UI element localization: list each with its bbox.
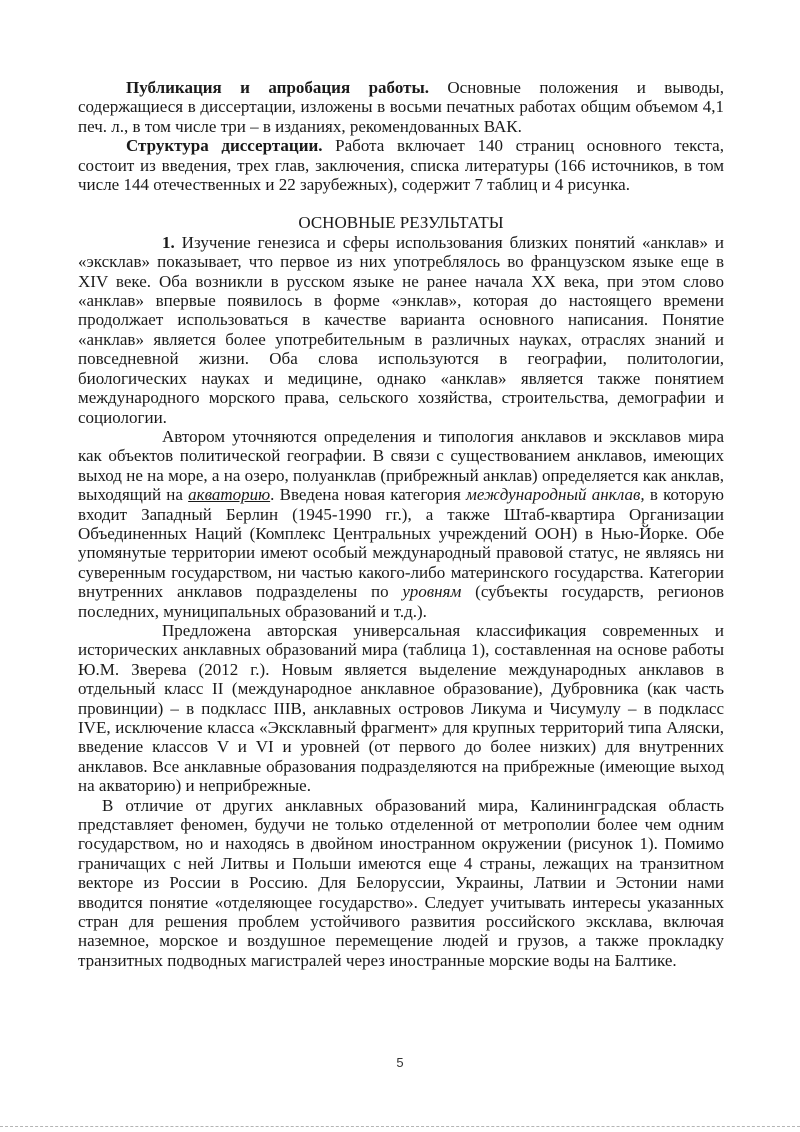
paragraph-publication-text: Основные положения и выводы, содержащиеся в диссертации, изложены в восьми печатных работах общим объемом 4,1 печ. л., в том числе три – в изданиях, рекомендованных ВАК. [78,78,724,136]
paragraph-result-1-text: Изучение генезиса и сферы использования близких понятий «анклав» и «эксклав» показывает, что первое из них употреблялось во французском языке еще в XIV веке. Оба возникли в русском языке не ранее начала XX века, при этом слово «анклав» впервые появилось в форме «энклав», которая до настоящего времени продолжает использоваться в качестве варианта основного написания. Понятие «анклав» является более употребительным в различных науках, отраслях знаний и повседневной жизни. Оба слова используются в географии, политологии, биологических науках и медицине, однако «анклав» является также понятием международного морского права, сельского хозяйства, строительства, демографии и социологии. [78,232,724,427]
term-akvatoriya-text: акваторию [188,485,271,505]
term-international-enclave: международный анклав, [466,485,645,505]
definitions-part-3: в которую входит Западный Берлин (1945-1990 гг.), а также Штаб-квартира Организации Объединенных Наций (Комплекс Центральных учреждений ООН) в Нью-Йорке. Обе упомянутые территории имеют особый международный правовой статус, не являясь ни суверенным государством, ни частью какого-либо материнского государства. Категории внутренних анклавов подразделены по [78,485,724,602]
definitions-part-2: . Введена новая категория [270,485,467,505]
paragraph-result-1 [78,233,724,427]
paragraph-structure [78,136,724,194]
definitions-part-4: (субъекты государств, регионов последних, муниципальных образований и т.д.). [78,582,724,621]
paragraph-structure-lead: Структура диссертации. [126,136,323,156]
definitions-part-1: Автором уточняются определения и типология анклавов и эксклавов мира как объектов политической географии. В связи с существованием анклавов, имеющих выход не на море, а на озеро, полуанклав (прибрежный анклав) определяется как анклав, выходящий на [78,426,724,505]
paragraph-definitions [78,427,724,621]
paragraph-publication [78,78,724,136]
term-levels: уровням [402,582,462,602]
page-number: 5 [396,1055,404,1070]
page-content [78,78,724,970]
paragraph-classification: Предложена авторская универсальная классификация современных и исторических анклавных образований мира (таблица 1), составленная на основе работы Ю.М. Зверева (2012 г.). Новым является выделение международных анклавов в отдельный класс II (международное анклавное образование), Дубровника (как часть провинции) – в подкласс IIIB, анклавных островов Ликума и Чисумулу – в подкласс IVE, исключение класса «Эксклавный фрагмент» для крупных территорий типа Аляски, введение классов V и VI и уровней (от первого до более низких) для внутренних анклавов. Все анклавные образования подразделяются на прибрежные (имеющие выход на акваторию) и неприбрежные. [78,620,724,796]
result-number: 1. [162,232,175,252]
paragraph-structure-text: Работа включает 140 страниц основного текста, состоит из введения, трех глав, заключения, списка литературы (166 источников, в том числе 144 отечественных и 22 зарубежных), содержит 7 таблиц и 4 рисунка. [78,136,724,195]
term-akvatoriya [188,485,270,504]
section-title: ОСНОВНЫЕ РЕЗУЛЬТАТЫ [298,213,504,233]
bottom-edge-rule [0,1126,800,1127]
section-spacer [78,194,724,213]
paragraph-kaliningrad: В отличие от других анклавных образований мира, Калининградская область представляет феномен, будучи не только отделенной от метрополии более чем одним государством, но и находясь в двойном иностранном окружении (рисунок 1). Помимо граничащих с ней Литвы и Польши имеются еще 4 страны, лежащих на транзитном векторе из России в Россию. Для Белоруссии, Украины, Латвии и Эстонии нами вводится понятие «отделяющее государство». Следует учитывать интересы указанных стран для решения проблем устойчивого развития российского эксклава, включая наземное, морское и воздушное перемещение людей и грузов, а также прокладку транзитных подводных магистралей через иностранные морские воды на Балтике. [78,795,724,970]
paragraph-publication-lead: Публикация и апробация работы. [126,78,429,97]
